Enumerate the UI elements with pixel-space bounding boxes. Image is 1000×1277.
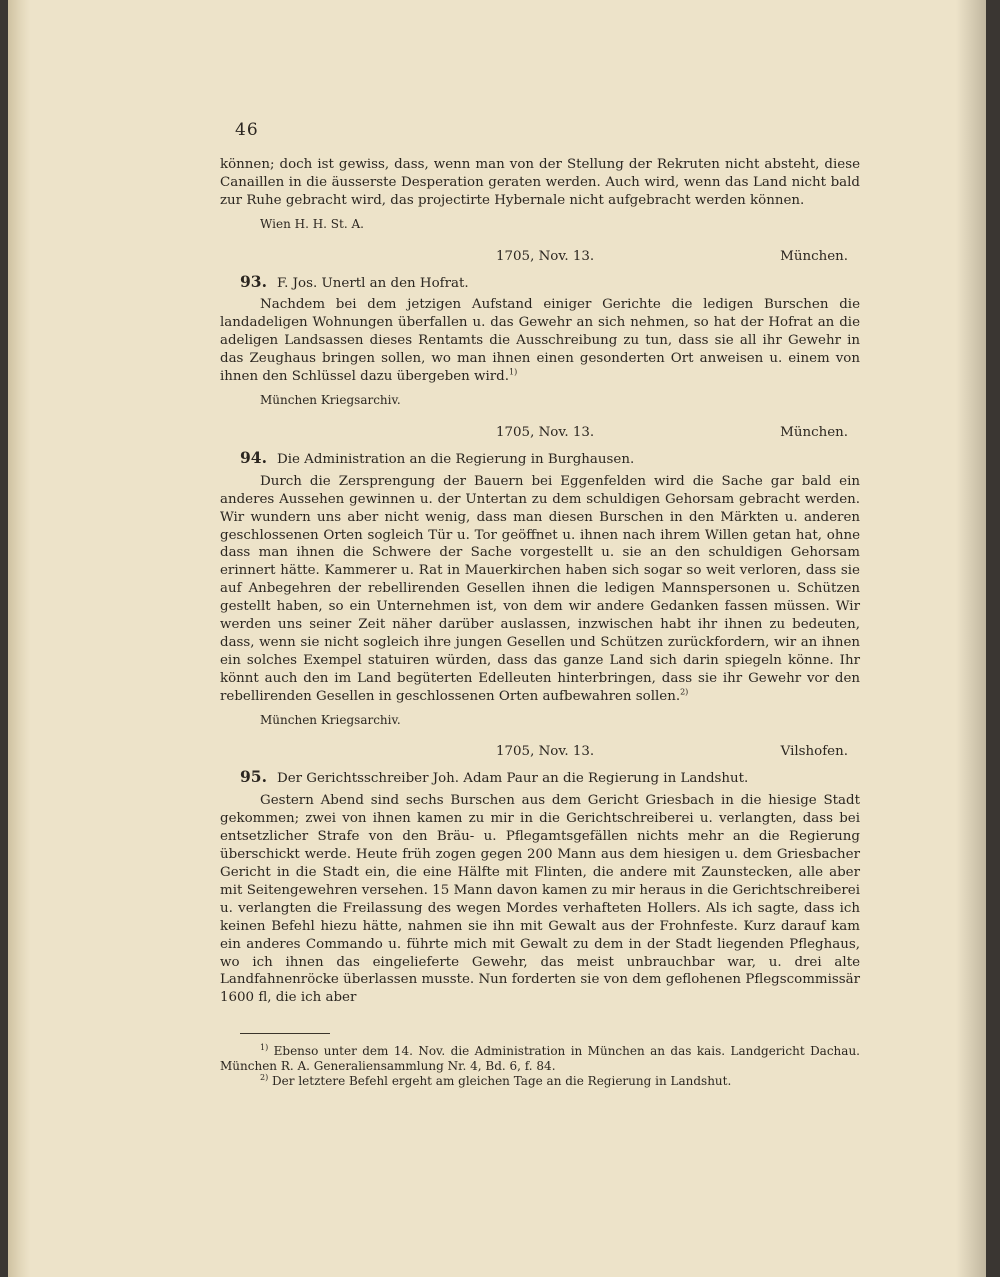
footnote-text: Der letztere Befehl ergeht am gleichen Tage an die Regierung in Landshut. [272, 1074, 732, 1089]
footnote-divider [240, 1033, 330, 1034]
document-93-body [220, 296, 860, 386]
document-94-source: München Kriegsarchiv. [260, 712, 401, 727]
document-95-heading [240, 768, 860, 788]
text-block [220, 122, 860, 1089]
footnote-marker: 1) [260, 1043, 269, 1053]
footnote-text: Ebenso unter dem 14. Nov. die Administration in München an das kais. Landgericht Dachau. München R. A. Generaliensammlung Nr. 4, Bd. 6, f. 84. [220, 1044, 860, 1074]
document-95-dateline [220, 743, 860, 765]
document-place: München. [780, 248, 848, 264]
document-title: Die Administration an die Regierung in Burghausen. [276, 451, 635, 467]
document-94-dateline [220, 424, 860, 446]
footnote-1 [220, 1044, 860, 1074]
document-title: Der Gerichtsschreiber Joh. Adam Paur an die Regierung in Landshut. [276, 771, 749, 787]
document-93-heading [240, 273, 860, 293]
document-number: 95. [240, 767, 267, 787]
document-93-dateline [220, 248, 860, 270]
document-94-heading [240, 449, 860, 469]
document-date: 1705, Nov. 13. [496, 424, 595, 440]
document-number: 94. [240, 447, 267, 467]
document-93-source: München Kriegsarchiv. [260, 392, 401, 407]
book-page [8, 0, 986, 1277]
document-title: F. Jos. Unertl an den Hofrat. [276, 275, 469, 291]
document-95-body: Gestern Abend sind sechs Burschen aus dem Gericht Griesbach in die hiesige Stadt gekommen; zwei von ihnen kamen zu mir in die Gerichtschreiberei u. verlangten, dass bei entsetzlicher Strafe von den Bräu- u. Pflegamtsgefällen nichts mehr an die Regierung überschickt werde. Heute früh zogen gegen 200 Mann aus dem hiesigen u. dem Griesbacher Gericht in die Stadt ein, die eine Hälfte mit Flinten, die andere mit Zaunstecken, alle aber mit Seitengewehren versehen. 15 Mann davon kamen zu mir heraus in die Gerichtschreiberei u. verlangten die Freilassung des wegen Mordes verhafteten Hollers. Als ich sagte, dass ich keinen Befehl hiezu hätte, nahmen sie ihn mit Gewalt aus der Frohnfeste. Kurz darauf kam ein anderes Commando u. führte mich mit Gewalt zu dem in der Stadt liegenden Pfleghaus, wo ich ihnen das eingelieferte Gewehr, das meist unbrauchbar war, u. drei alte Landfahnenröcke überlassen musste. Nun forderten sie von dem geflohenen Pflegscommissär 1600 fl, die ich aber [220, 793, 860, 1006]
opening-paragraph: können; doch ist gewiss, dass, wenn man von der Stellung der Rekruten nicht absteht, diese Canaillen in die äusserste Desperation geraten werden. Auch wird, wenn das Land nicht bald zur Ruhe gebracht wird, das projectirte Hybernale nicht aufgebracht werden können. [220, 156, 860, 208]
footnote-ref[interactable]: 1) [508, 367, 518, 377]
document-date: 1705, Nov. 13. [496, 248, 595, 264]
footnote-marker: 2) [260, 1073, 269, 1083]
opening-source: Wien H. H. St. A. [260, 216, 364, 231]
document-place: Vilshofen. [780, 744, 848, 760]
page-edge [8, 0, 30, 1277]
footnotes [220, 1044, 860, 1089]
document-body-text: Nachdem bei dem jetzigen Aufstand einiger Gerichte die ledigen Burschen die landadeligen Wohnungen überfallen u. das Gewehr an sich nehmen, so hat der Hofrat an die adeligen Landsassen dieses Rentamts die Ausschreibung zu tun, dass sie all ihr Gewehr in das Zeughaus bringen sollen, wo man ihnen einen gesonderten Ort anweisen u. einem von ihnen den Schlüssel dazu übergeben wird. [220, 297, 860, 385]
document-date: 1705, Nov. 13. [496, 744, 595, 760]
footnote-2 [220, 1074, 860, 1089]
document-place: München. [780, 424, 848, 440]
document-94-body [220, 473, 860, 706]
document-body-text: Durch die Zersprengung der Bauern bei Eggenfelden wird die Sache gar bald ein anderes Aussehen gewinnen u. der Untertan zu dem schuldigen Gehorsam gebracht werden. Wir wundern uns aber nicht wenig, dass man diesen Burschen in den Märkten u. anderen geschlossenen Orten sogleich Tür u. Tor geöffnet u. ihnen nach ihrem Willen getan hat, ohne dass man ihnen die Schwere der Sache vorgestellt u. sie an den schuldigen Gehorsam erinnert hätte. Kammerer u. Rat in Mauerkirchen haben sich sogar so weit verloren, dass sie auf Anbegehren der rebellirenden Gesellen ihnen die ledigen Mannspersonen u. Schützen gestellt haben, so ein Unternehmen ist, von dem wir andere Gedanken fassen müssen. Wir werden uns seiner Zeit näher darüber auslassen, inzwischen habt ihr ihnen zu bedeuten, dass, wenn sie nicht sogleich ihre jungen Gesellen und Schützen zurückfordern, wir an ihnen ein solches Exempel statuiren würden, dass das ganze Land sich darin spiegeln könne. Ihr könnt auch den im Land begüterten Edelleuten hinterbringen, dass sie ihr Gewehr vor den rebellirenden Gesellen in geschlossenen Orten aufbewahren sollen. [220, 473, 860, 704]
document-number: 93. [240, 271, 267, 291]
gutter-shadow [956, 0, 986, 1277]
footnote-ref[interactable]: 2) [680, 687, 689, 697]
page-number: 46 [235, 120, 259, 140]
